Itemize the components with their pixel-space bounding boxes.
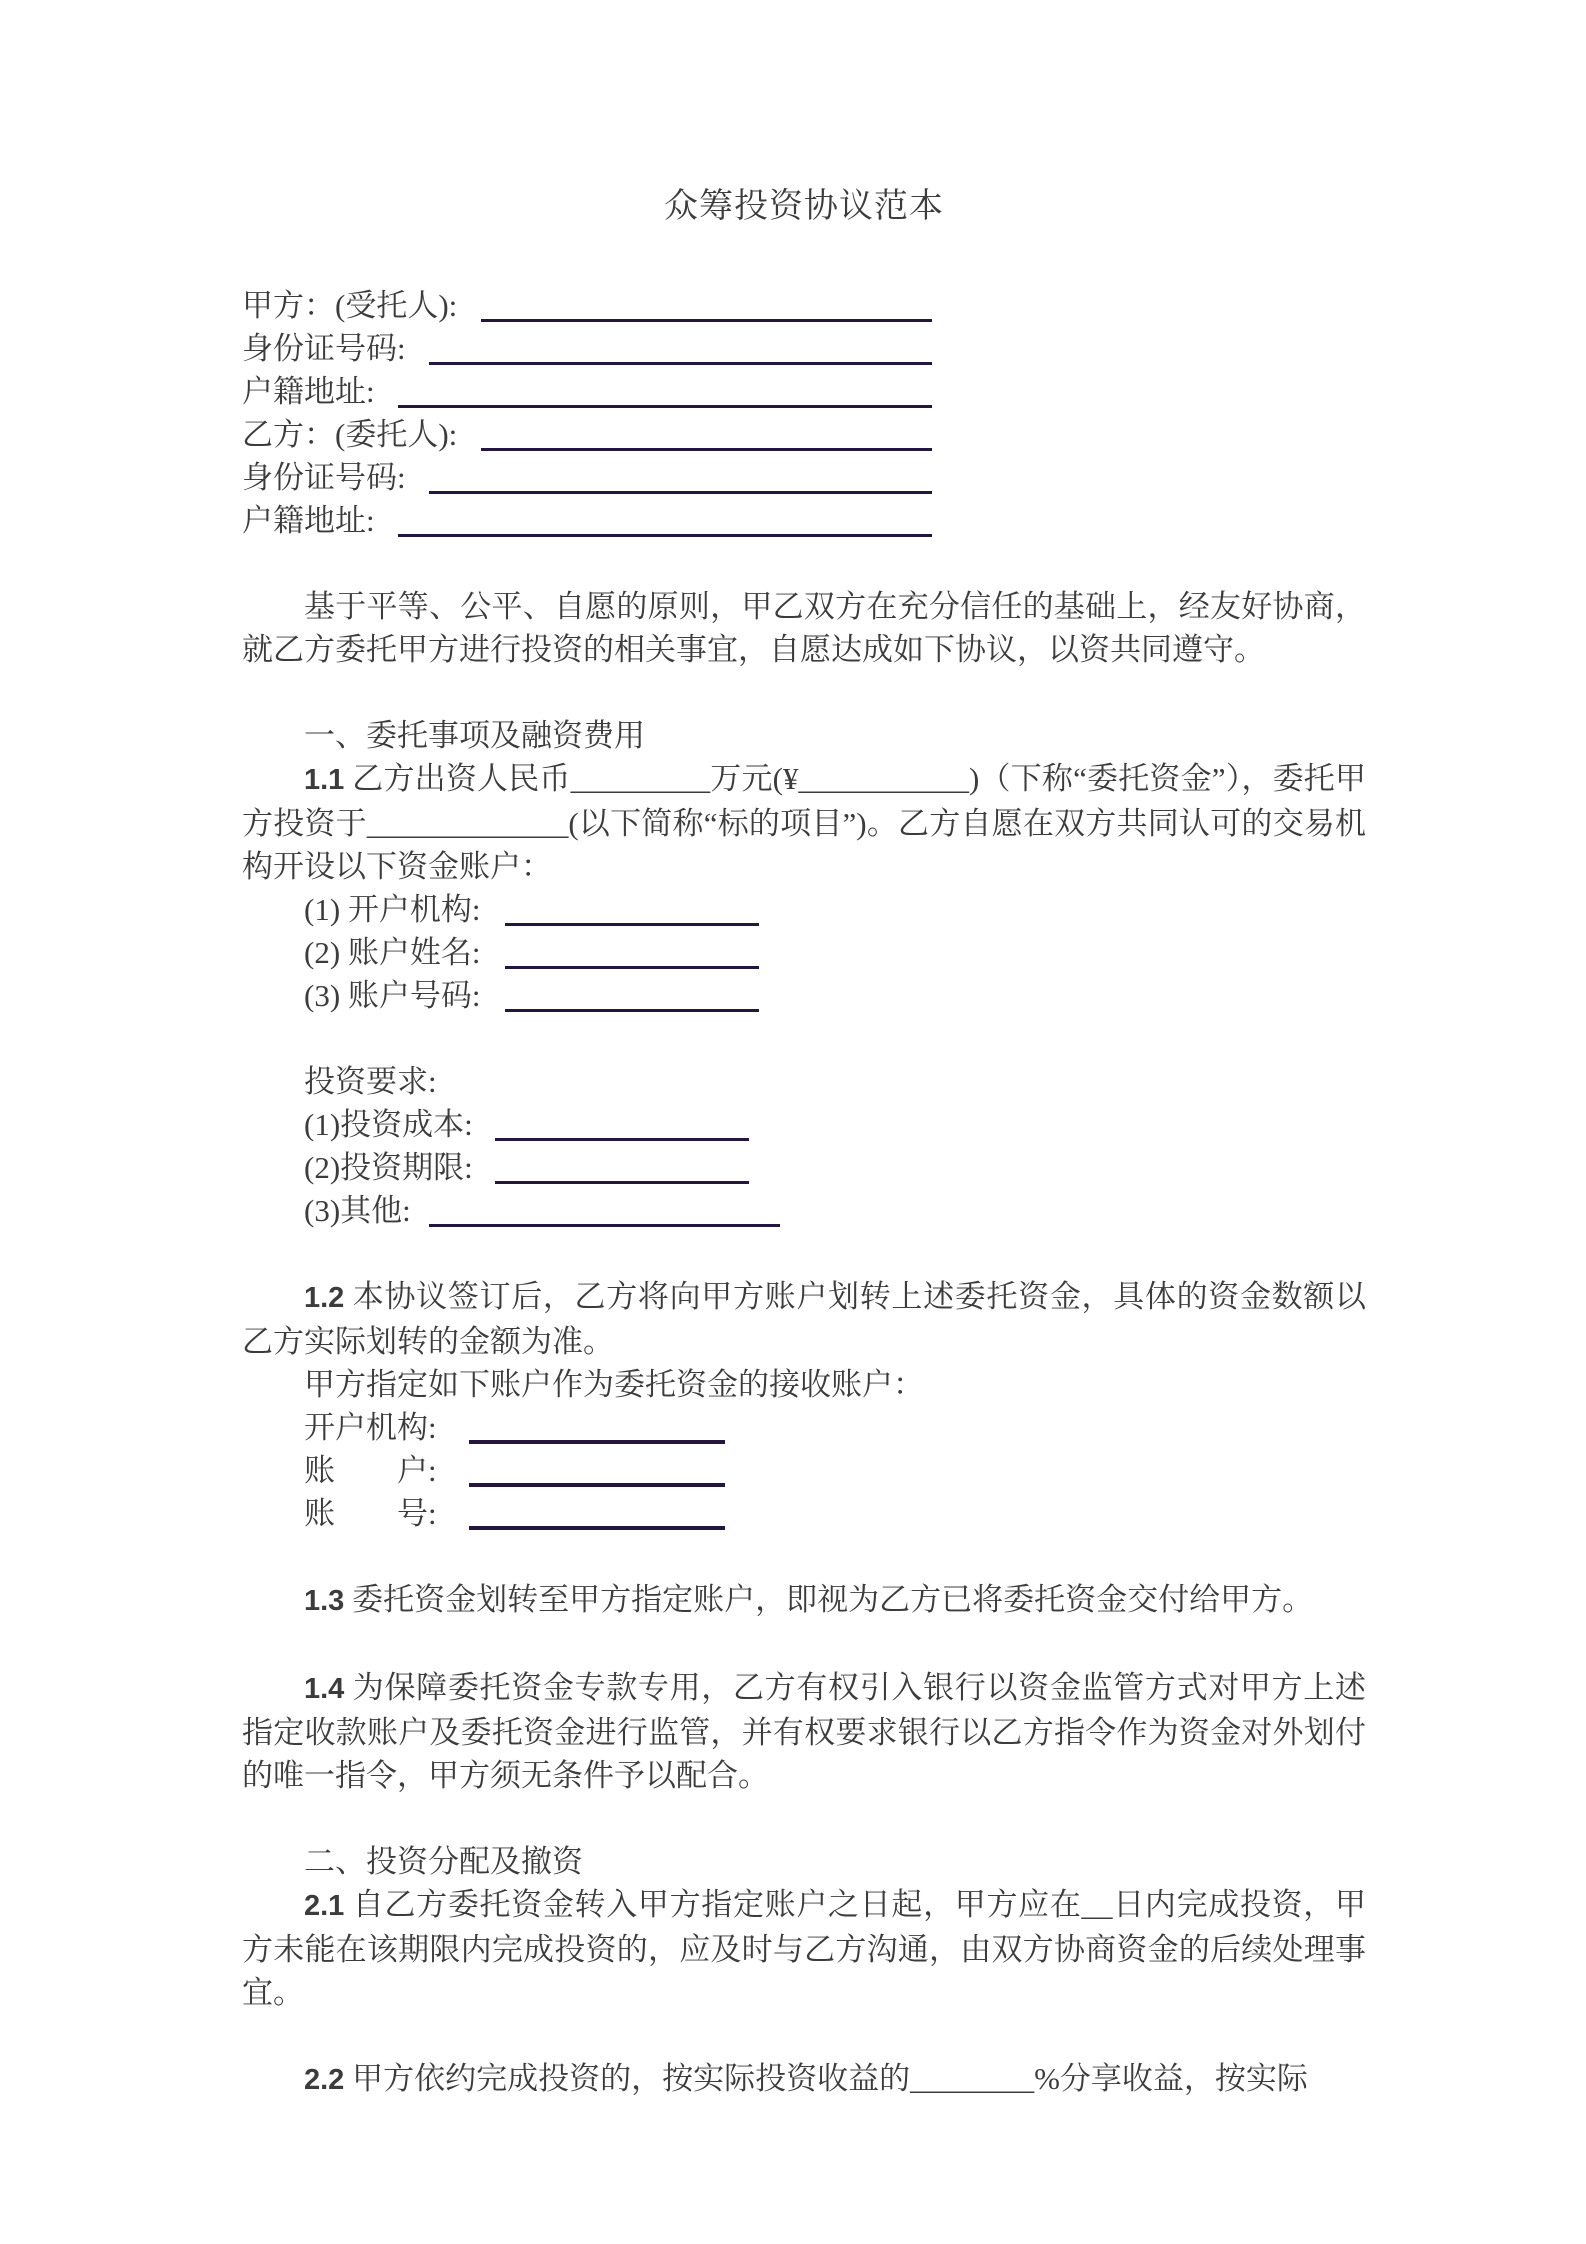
receiving-field-row bbox=[304, 1449, 1366, 1492]
party-b-address-blank-line[interactable] bbox=[398, 499, 932, 537]
investment-other-blank-line[interactable] bbox=[429, 1189, 780, 1227]
party-field-row bbox=[242, 456, 932, 499]
party-field-row bbox=[242, 499, 932, 542]
clause-1-3-number: 1.3 bbox=[304, 1585, 345, 1617]
investment-term-label: (2)投资期限: bbox=[304, 1150, 481, 1185]
account-number-label: (3) 账户号码: bbox=[304, 978, 489, 1013]
clause-1-4 bbox=[242, 1666, 1366, 1797]
account-field-row bbox=[304, 974, 1366, 1017]
party-a-label: 甲方：(受托人): bbox=[242, 288, 466, 323]
receiving-institution-label: 开户机构: bbox=[304, 1410, 445, 1445]
section-1-heading: 一、委托事项及融资费用 bbox=[304, 718, 645, 753]
receiving-account-label: 账 户: bbox=[304, 1453, 445, 1488]
party-field-row bbox=[242, 413, 932, 456]
party-a-address-label: 户籍地址: bbox=[242, 374, 383, 409]
account-name-label: (2) 账户姓名: bbox=[304, 935, 489, 970]
account-name-blank-line[interactable] bbox=[505, 931, 759, 969]
clause-2-1-text: 自乙方委托资金转入甲方指定账户之日起，甲方应在__日内完成投资，甲方未能在该期限内完成投资的，应及时与乙方沟通，由双方协商资金的后续处理事宜。 bbox=[242, 1887, 1366, 2010]
account-number-blank-line[interactable] bbox=[505, 974, 759, 1012]
party-field-row bbox=[242, 327, 932, 370]
clause-2-1 bbox=[242, 1883, 1366, 2014]
investment-requirements-block bbox=[242, 1060, 1366, 1232]
clause-1-4-number: 1.4 bbox=[304, 1673, 345, 1705]
party-a-blank-line[interactable] bbox=[481, 284, 932, 322]
account-field-row bbox=[304, 888, 1366, 931]
party-a-address-blank-line[interactable] bbox=[398, 370, 932, 408]
account-institution-blank-line[interactable] bbox=[505, 888, 759, 926]
party-b-id-blank-line[interactable] bbox=[429, 456, 932, 494]
receiving-account-fields bbox=[242, 1406, 1366, 1535]
account-institution-label: (1) 开户机构: bbox=[304, 892, 489, 927]
clause-2-2 bbox=[242, 2057, 1366, 2102]
receiving-account-blank-line[interactable] bbox=[469, 1449, 725, 1487]
investment-cost-blank-line[interactable] bbox=[495, 1103, 749, 1141]
receiving-field-row bbox=[304, 1406, 1366, 1449]
party-field-row bbox=[242, 284, 932, 327]
clause-1-3 bbox=[242, 1578, 1366, 1623]
investment-cost-label: (1)投资成本: bbox=[304, 1107, 481, 1142]
document-title: 众筹投资协议范本 bbox=[664, 188, 944, 225]
clause-1-2-subtext: 甲方指定如下账户作为委托资金的接收账户： bbox=[304, 1367, 924, 1402]
fund-account-fields bbox=[242, 888, 1366, 1017]
clause-1-2-text: 本协议签订后，乙方将向甲方账户划转上述委托资金，具体的资金数额以乙方实际划转的金额为准。 bbox=[242, 1279, 1366, 1359]
account-field-row bbox=[304, 931, 1366, 974]
preamble-paragraph: 基于平等、公平、自愿的原则，甲乙双方在充分信任的基础上，经友好协商，就乙方委托甲方进行投资的相关事宜，自愿达成如下协议，以资共同遵守。 bbox=[242, 589, 1366, 667]
party-a-id-label: 身份证号码: bbox=[242, 331, 414, 366]
clause-2-1-number: 2.1 bbox=[304, 1890, 345, 1922]
requirement-field-row bbox=[304, 1103, 1366, 1146]
requirement-field-row bbox=[304, 1189, 1366, 1232]
clause-1-1-number: 1.1 bbox=[304, 764, 345, 796]
receiving-institution-blank-line[interactable] bbox=[469, 1406, 725, 1444]
requirement-field-row bbox=[304, 1146, 1366, 1189]
receiving-number-blank-line[interactable] bbox=[469, 1492, 725, 1530]
receiving-number-label: 账 号: bbox=[304, 1496, 445, 1531]
clause-2-2-number: 2.2 bbox=[304, 2064, 345, 2096]
clause-2-2-text: 甲方依约完成投资的，按实际投资收益的________%分享收益，按实际 bbox=[344, 2061, 1308, 2096]
investment-requirements-heading: 投资要求: bbox=[304, 1064, 437, 1099]
investment-term-blank-line[interactable] bbox=[495, 1146, 749, 1184]
investment-other-label: (3)其他: bbox=[304, 1193, 419, 1228]
party-b-address-label: 户籍地址: bbox=[242, 503, 383, 538]
section-2-heading: 二、投资分配及撤资 bbox=[304, 1844, 583, 1879]
party-info-block bbox=[242, 284, 1366, 542]
clause-1-1 bbox=[242, 757, 1366, 888]
clause-1-1-text: 乙方出资人民币_________万元(¥___________)（下称“委托资金”），委托甲方投资于_____________(以下简称“标的项目”)。乙方自愿在双方共同认可的交易机构开设以下资金账户： bbox=[242, 761, 1366, 884]
clause-1-2-number: 1.2 bbox=[304, 1282, 345, 1314]
clause-1-2 bbox=[242, 1275, 1366, 1363]
party-b-blank-line[interactable] bbox=[481, 413, 932, 451]
clause-1-4-text: 为保障委托资金专款专用，乙方有权引入银行以资金监管方式对甲方上述指定收款账户及委托资金进行监管，并有权要求银行以乙方指令作为资金对外划付的唯一指令，甲方须无条件予以配合。 bbox=[242, 1670, 1366, 1793]
clause-1-3-text: 委托资金划转至甲方指定账户，即视为乙方已将委托资金交付给甲方。 bbox=[344, 1582, 1314, 1617]
party-b-id-label: 身份证号码: bbox=[242, 460, 414, 495]
receiving-field-row bbox=[304, 1492, 1366, 1535]
party-a-id-blank-line[interactable] bbox=[429, 327, 932, 365]
party-field-row bbox=[242, 370, 932, 413]
party-b-label: 乙方：(委托人): bbox=[242, 417, 466, 452]
